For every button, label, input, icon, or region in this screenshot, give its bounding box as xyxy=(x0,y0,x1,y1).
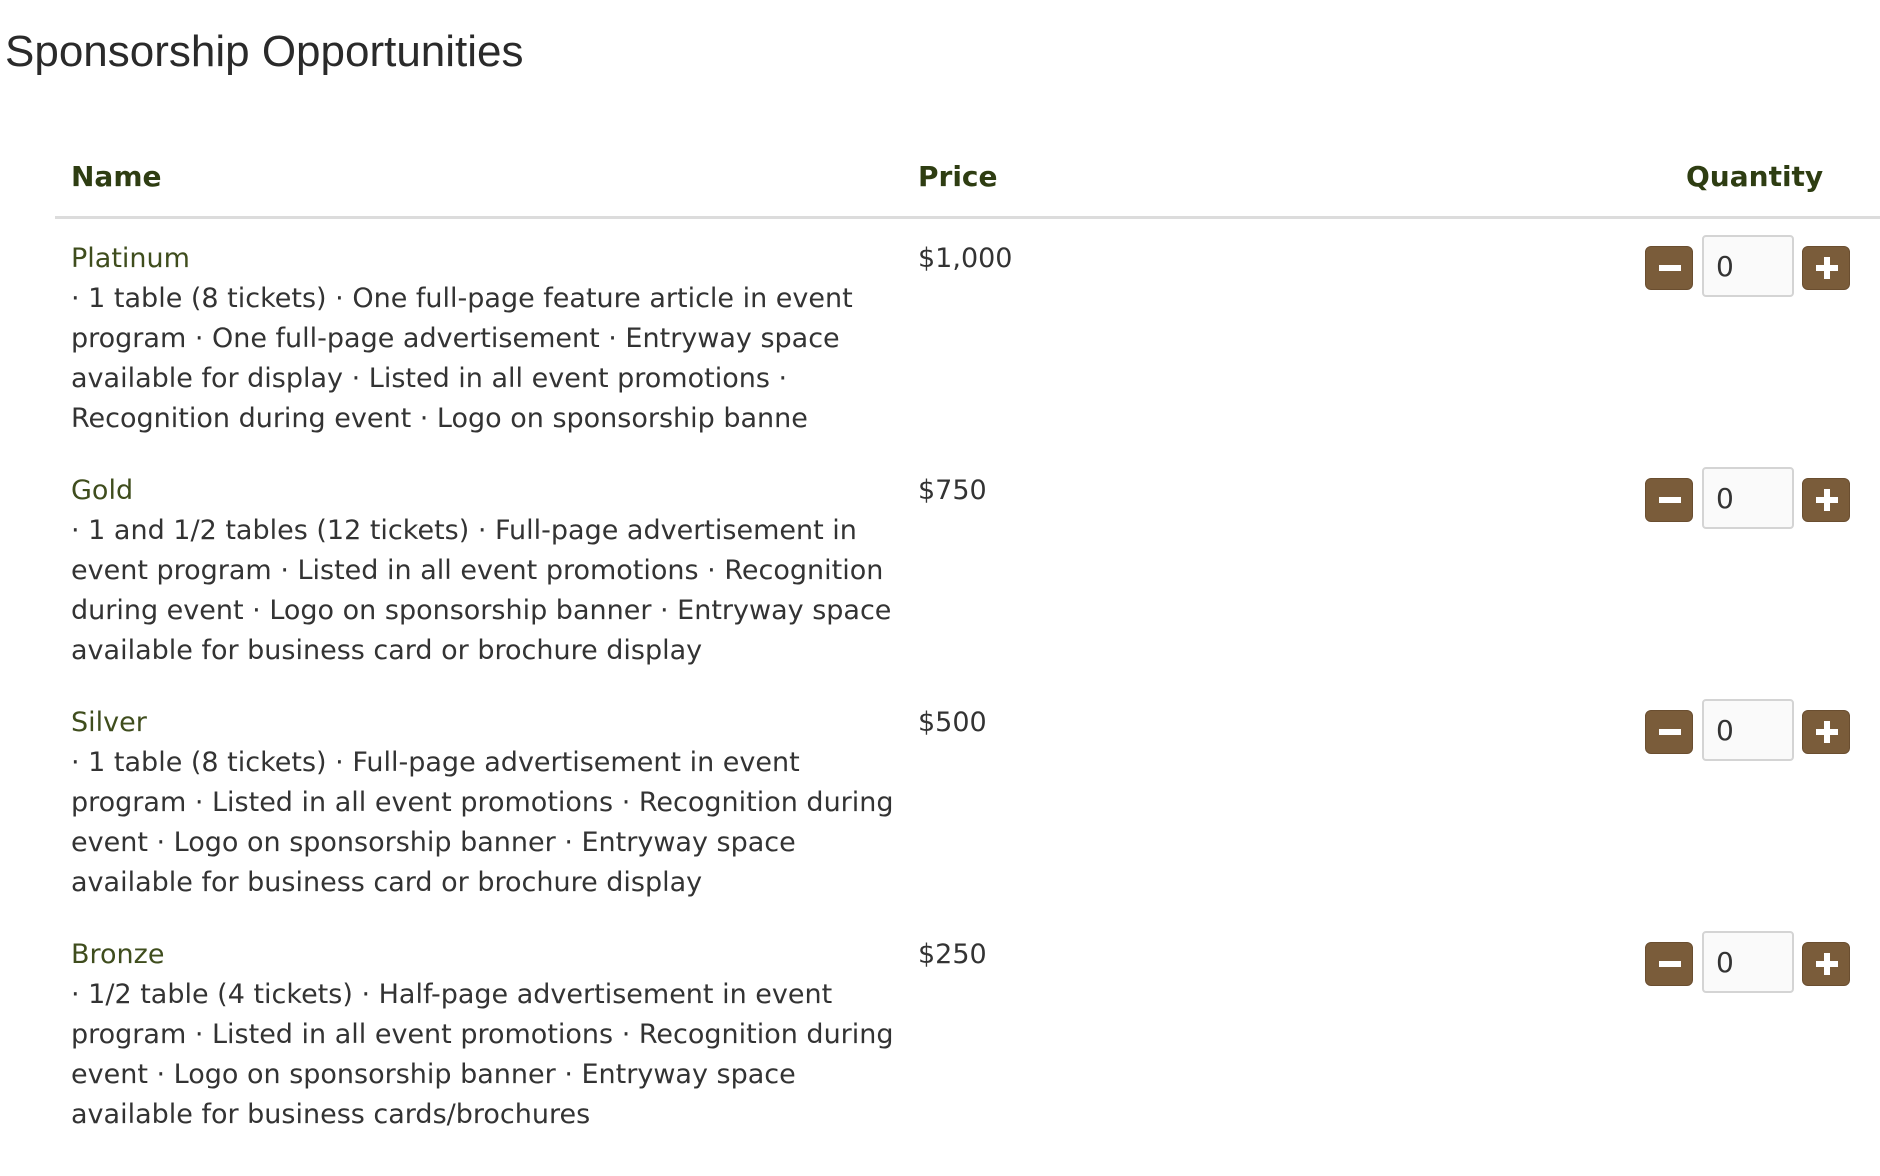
item-price: $500 xyxy=(918,707,987,738)
item-name: Gold xyxy=(71,475,134,506)
item-description: · 1 table (8 tickets) · One full-page feature article in event program · One full-page advertisement · Entryway space available for display · Listed in all event promotions · Recognition during event · Logo on sponsorship banne xyxy=(71,283,853,434)
table-row-gold xyxy=(55,451,1880,683)
item-price: $1,000 xyxy=(918,243,1013,274)
increment-button[interactable] xyxy=(1802,246,1850,290)
minus-icon xyxy=(1659,265,1681,271)
quantity-input[interactable] xyxy=(1702,235,1794,297)
quantity-input[interactable] xyxy=(1702,931,1794,993)
sponsorship-table xyxy=(55,150,1880,1147)
item-description: · 1/2 table (4 tickets) · Half-page advertisement in event program · Listed in all event promotions · Recognition during event · Logo on sponsorship banner · Entryway space available for business cards/brochures xyxy=(71,979,894,1130)
item-description: · 1 table (8 tickets) · Full-page advertisement in event program · Listed in all event promotions · Recognition during event · Logo on sponsorship banner · Entryway space available for business card or brochure display xyxy=(71,747,894,898)
decrement-button[interactable] xyxy=(1645,246,1693,290)
decrement-button[interactable] xyxy=(1645,710,1693,754)
table-header xyxy=(55,150,1880,219)
item-name: Bronze xyxy=(71,939,165,970)
increment-button[interactable] xyxy=(1802,710,1850,754)
decrement-button[interactable] xyxy=(1645,478,1693,522)
quantity-stepper xyxy=(1645,235,1855,299)
increment-button[interactable] xyxy=(1802,942,1850,986)
minus-icon xyxy=(1659,497,1681,503)
item-description: · 1 and 1/2 tables (12 tickets) · Full-page advertisement in event program · Listed in all event promotions · Recognition during event · Logo on sponsorship banner · Entryway space available for business card or brochure display xyxy=(71,515,892,666)
quantity-stepper xyxy=(1645,931,1855,995)
column-header-name: Name xyxy=(71,160,162,193)
column-header-price: Price xyxy=(918,160,998,193)
item-price: $750 xyxy=(918,475,987,506)
minus-icon xyxy=(1659,729,1681,735)
minus-icon xyxy=(1659,961,1681,967)
table-row-bronze xyxy=(55,915,1880,1147)
decrement-button[interactable] xyxy=(1645,942,1693,986)
table-row-silver xyxy=(55,683,1880,915)
item-name: Platinum xyxy=(71,243,190,274)
item-price: $250 xyxy=(918,939,987,970)
quantity-stepper xyxy=(1645,699,1855,763)
page-title: Sponsorship Opportunities xyxy=(5,27,524,76)
quantity-input[interactable] xyxy=(1702,699,1794,761)
quantity-stepper xyxy=(1645,467,1855,531)
increment-button[interactable] xyxy=(1802,478,1850,522)
table-row-platinum xyxy=(55,219,1880,451)
item-name: Silver xyxy=(71,707,147,738)
quantity-input[interactable] xyxy=(1702,467,1794,529)
column-header-quantity: Quantity xyxy=(1686,160,1824,193)
